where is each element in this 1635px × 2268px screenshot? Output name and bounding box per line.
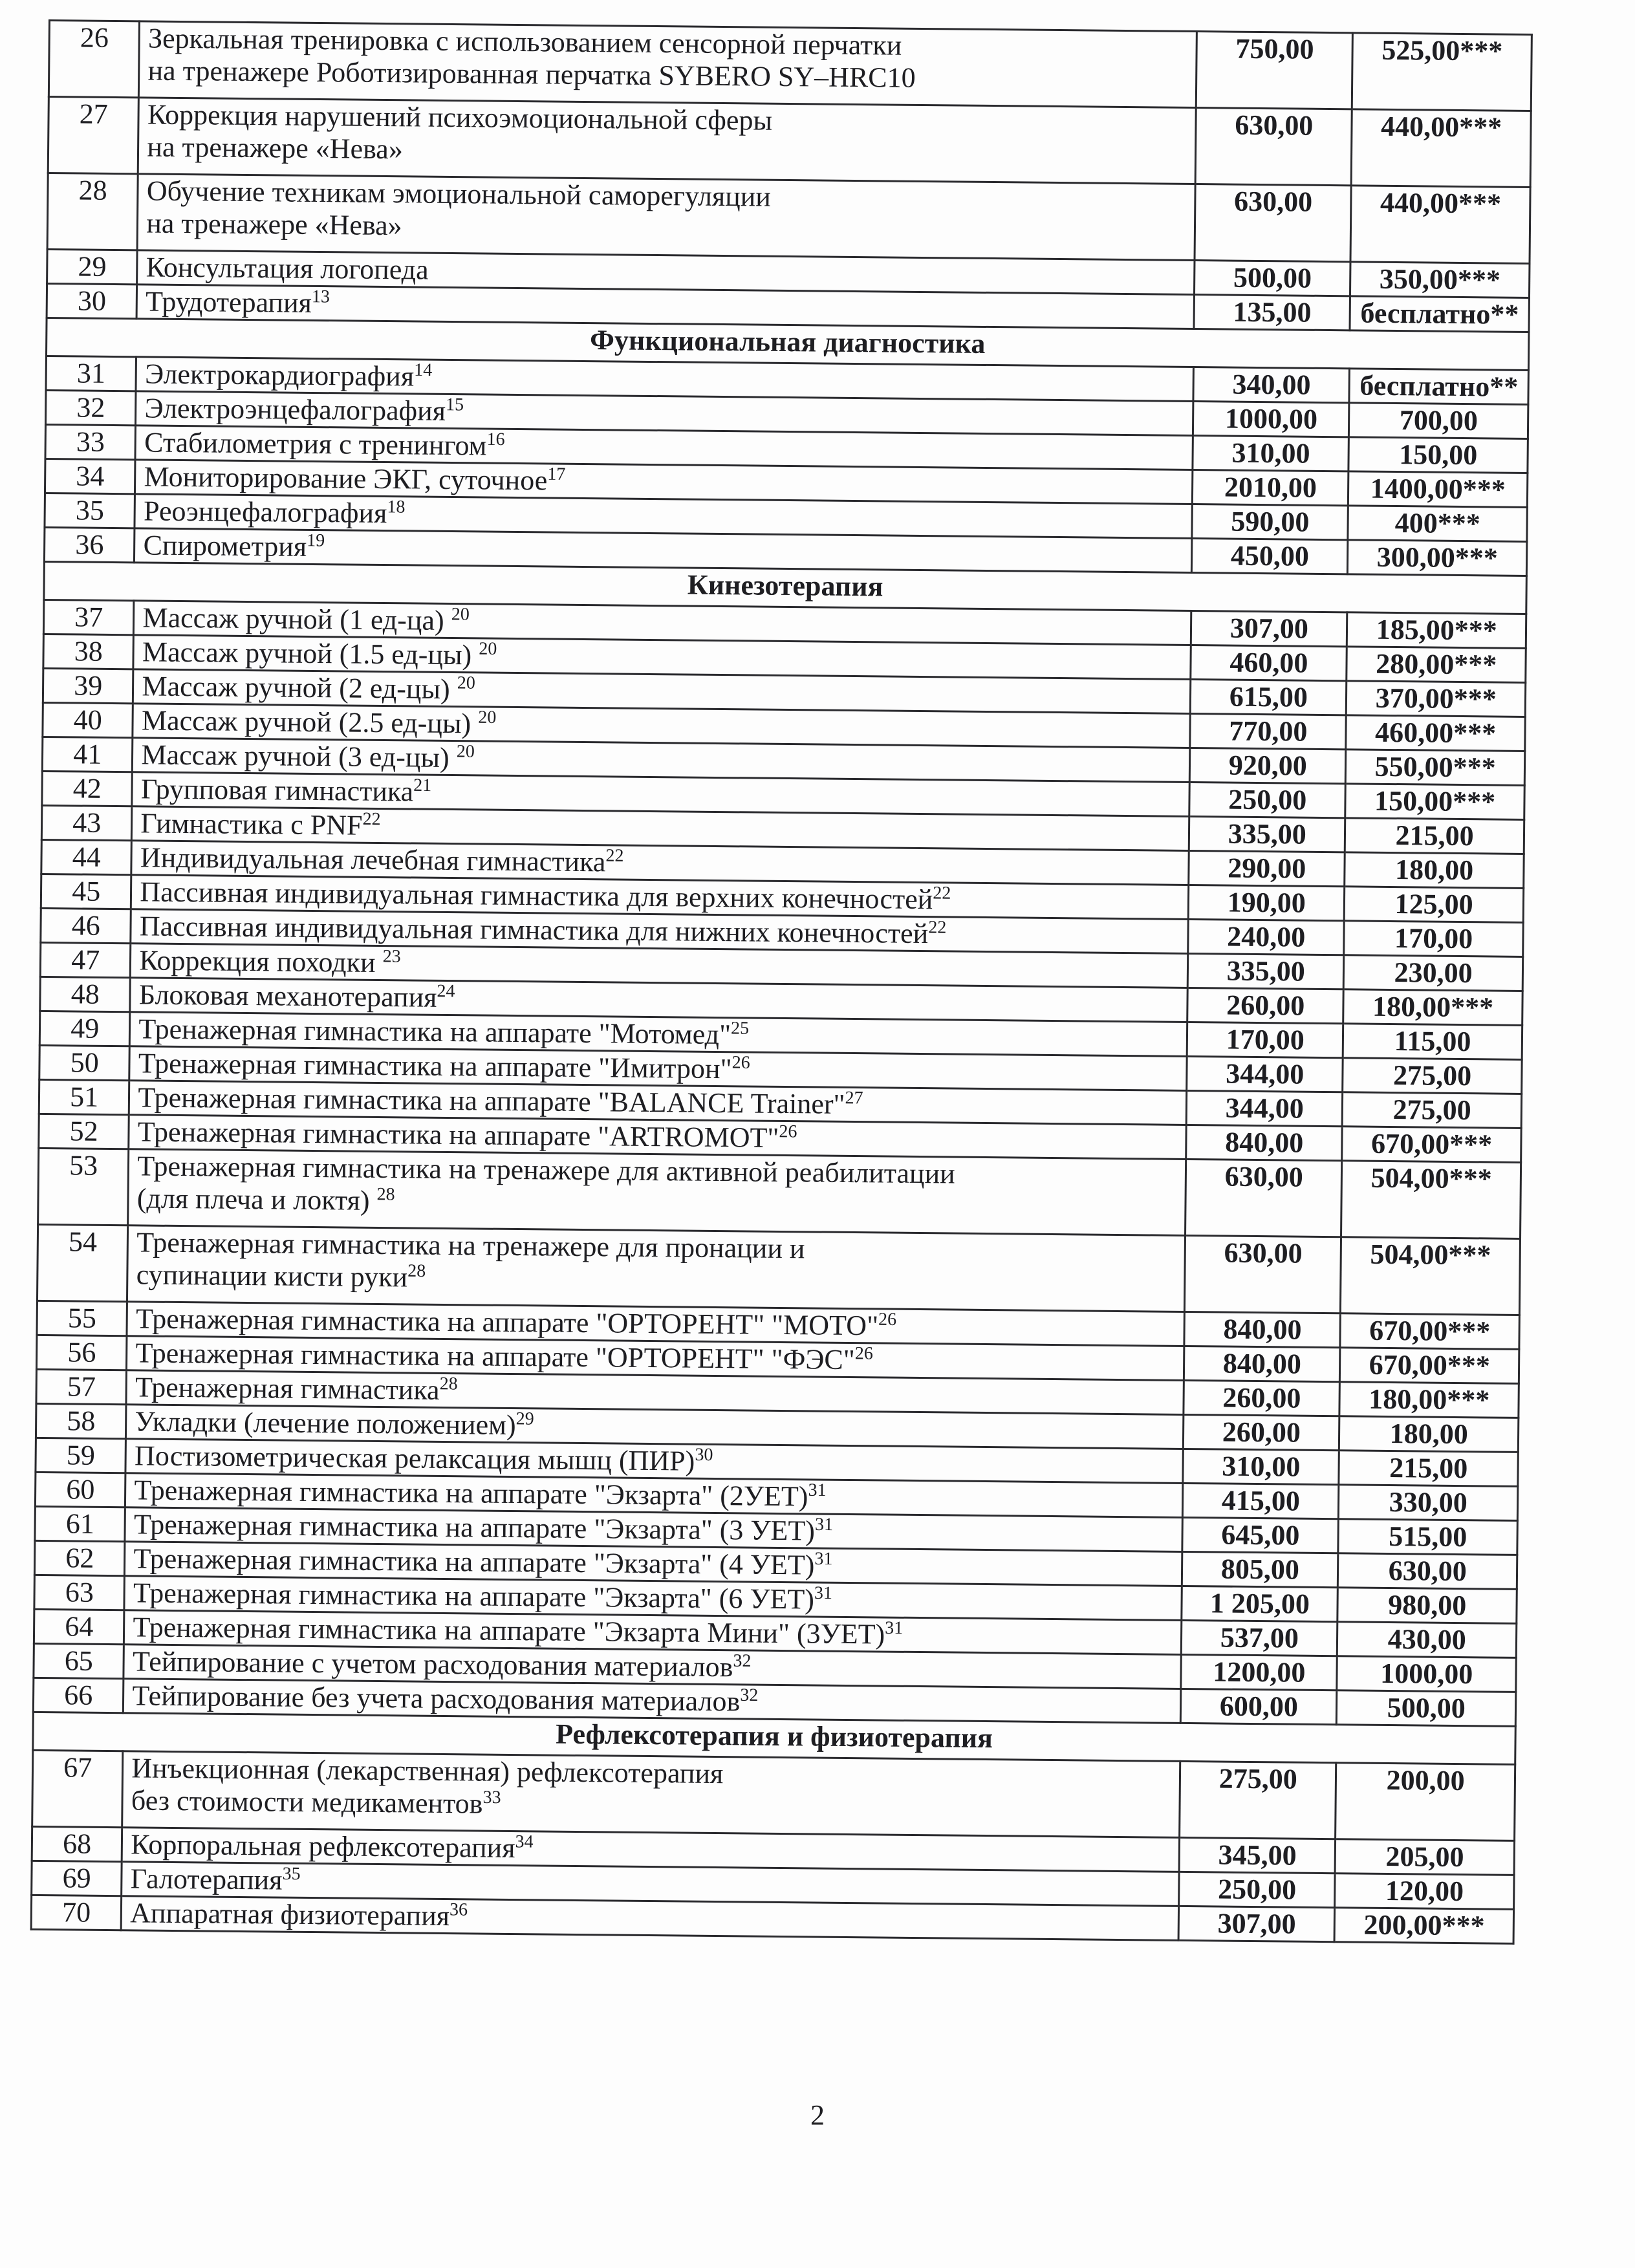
service-name-line: Корпоральная рефлексотерапия (131, 1828, 515, 1864)
row-number: 46 (41, 908, 131, 943)
service-name (137, 174, 1195, 261)
service-name-line: Зеркальная тренировка с использованием сенсорной перчатки (147, 22, 902, 61)
footnote-ref: 27 (845, 1088, 863, 1108)
price: 840,00 (1184, 1346, 1341, 1381)
discount-price: 630,00 (1338, 1553, 1517, 1590)
service-name-line: Тренажерная гимнастика на аппарате "ОРТОРЕНТ" "ФЭС" (135, 1337, 855, 1376)
price: 415,00 (1183, 1483, 1339, 1518)
service-name-line: Массаж ручной (1 ед-ца) (142, 601, 451, 637)
footnote-ref: 28 (407, 1260, 426, 1282)
discount-price: 515,00 (1338, 1519, 1517, 1555)
discount-price: 670,00*** (1340, 1348, 1519, 1384)
service-row (48, 97, 1531, 188)
discount-price: 115,00 (1343, 1024, 1522, 1060)
row-number: 56 (36, 1335, 127, 1370)
footnote-ref: 16 (486, 429, 505, 450)
service-name (122, 1751, 1180, 1838)
row-number: 37 (43, 599, 134, 634)
discount-price: 150,00 (1348, 437, 1528, 473)
discount-price: 1400,00*** (1348, 471, 1528, 508)
discount-price: 120,00 (1335, 1874, 1514, 1910)
price: 1000,00 (1193, 402, 1350, 437)
price: 135,00 (1194, 295, 1350, 330)
service-name-line: Коррекция нарушений психоэмоциональной сферы (147, 98, 773, 136)
service-name-line: Тренажерная гимнастика на аппарате "ARTROMOT" (137, 1116, 779, 1154)
row-number: 45 (41, 874, 131, 909)
service-name-line: Постизометрическая релаксация мышц (ПИР) (134, 1440, 695, 1477)
row-number: 30 (47, 283, 137, 318)
footnote-ref: 14 (414, 360, 433, 381)
service-name-line: Укладки (лечение положением) (135, 1405, 516, 1442)
discount-price: 275,00 (1343, 1058, 1522, 1094)
footnote-ref: 26 (878, 1309, 897, 1330)
price: 344,00 (1187, 1056, 1343, 1092)
discount-price: 430,00 (1337, 1622, 1517, 1658)
service-name-line: Тренажерная гимнастика на аппарате "Экзарта" (2УЕТ) (134, 1474, 808, 1513)
price: 275,00 (1180, 1761, 1336, 1839)
row-number: 43 (41, 805, 132, 840)
service-name-line: Массаж ручной (2.5 ед-цы) (141, 704, 479, 740)
footnote-ref: 21 (413, 775, 432, 796)
footnote-ref: 17 (547, 464, 566, 485)
row-number: 34 (45, 459, 135, 493)
footnote-ref: 20 (478, 707, 497, 728)
service-name-line: (для плеча и локтя) (136, 1182, 377, 1216)
discount-price: 550,00*** (1346, 750, 1525, 786)
service-name-line: Электрокардиография (144, 358, 415, 393)
service-name-line: Стабилометрия с тренингом (144, 426, 487, 462)
row-number: 33 (45, 424, 136, 459)
price: 630,00 (1195, 108, 1352, 186)
discount-price: бесплатно** (1350, 296, 1529, 332)
row-number: 67 (32, 1750, 124, 1827)
service-name-line: на тренажере Роботизированная перчатка SYBERO SY–HRC10 (147, 54, 916, 94)
row-number: 51 (39, 1079, 129, 1114)
footnote-ref: 15 (445, 394, 464, 415)
discount-price: 350,00*** (1350, 262, 1530, 298)
service-name (127, 1226, 1186, 1312)
row-number: 62 (34, 1540, 125, 1575)
price: 240,00 (1188, 919, 1345, 955)
footnote-ref: 33 (482, 1787, 501, 1808)
discount-price: 185,00*** (1347, 612, 1526, 649)
service-name-line: Тейпирование без учета расходования материалов (132, 1679, 741, 1718)
discount-price: 205,00 (1335, 1839, 1514, 1875)
row-number: 59 (36, 1438, 126, 1473)
footnote-ref: 20 (457, 673, 475, 693)
service-name-line: Коррекция походки (139, 944, 383, 979)
price: 340,00 (1193, 367, 1350, 403)
service-name (139, 21, 1197, 108)
row-number: 52 (39, 1114, 129, 1149)
discount-price: 670,00*** (1340, 1313, 1519, 1350)
price: 260,00 (1187, 988, 1344, 1023)
price: 460,00 (1191, 645, 1347, 681)
footnote-ref: 22 (928, 917, 947, 938)
price: 770,00 (1190, 713, 1347, 749)
discount-price: 440,00*** (1350, 186, 1530, 264)
row-number: 27 (48, 97, 139, 174)
service-name-line: Пассивная индивидуальная гимнастика для нижних конечностей (139, 910, 929, 950)
row-number: 50 (39, 1045, 130, 1080)
discount-price: 460,00*** (1346, 715, 1525, 751)
service-name-line: Групповая гимнастика (140, 773, 414, 808)
row-number: 63 (34, 1575, 125, 1610)
price: 537,00 (1182, 1620, 1338, 1656)
price: 345,00 (1179, 1837, 1336, 1873)
footnote-ref: 32 (740, 1685, 759, 1705)
footnote-ref: 13 (311, 286, 330, 307)
service-name-line: Массаж ручной (1.5 ед-цы) (142, 636, 479, 671)
row-number: 35 (45, 493, 135, 528)
service-name-line: Галотерапия (130, 1863, 283, 1896)
service-name-line: на тренажере «Нева» (146, 207, 402, 242)
footnote-ref: 25 (730, 1018, 750, 1039)
discount-price: 215,00 (1339, 1451, 1518, 1487)
footnote-ref: 31 (814, 1582, 833, 1604)
footnote-ref: 18 (387, 497, 406, 517)
price: 1 205,00 (1182, 1586, 1338, 1621)
footnote-ref: 31 (885, 1617, 904, 1639)
price: 600,00 (1181, 1689, 1337, 1724)
service-name-line: Тренажерная гимнастика на аппарате "Имитрон" (138, 1047, 732, 1085)
price: 630,00 (1195, 184, 1351, 262)
price: 1200,00 (1181, 1654, 1337, 1690)
discount-price: 280,00*** (1347, 647, 1526, 683)
service-name-line: Тренажерная гимнастика на тренажере для активной реабилитации (137, 1150, 955, 1190)
price: 310,00 (1183, 1449, 1339, 1484)
service-name-line: Реоэнцефалография (143, 495, 387, 530)
footnote-ref: 19 (307, 530, 325, 551)
price: 500,00 (1195, 261, 1351, 296)
service-name-line: Обучение техникам эмоциональной саморегуляции (146, 175, 772, 213)
price: 840,00 (1184, 1312, 1341, 1347)
service-name-line: Трудотерапия (145, 285, 312, 319)
row-number: 54 (37, 1224, 128, 1301)
row-number: 53 (38, 1148, 129, 1225)
discount-price: 230,00 (1344, 955, 1523, 991)
service-name-line: Тренажерная гимнастика на аппарате "BALANCE Trainer" (138, 1081, 845, 1120)
discount-price: 215,00 (1345, 818, 1524, 854)
service-name-line: Гимнастика с PNF (140, 807, 363, 841)
service-name-line: Массаж ручной (3 ед-цы) (141, 739, 457, 774)
discount-price: 440,00*** (1352, 109, 1532, 188)
row-number: 48 (40, 977, 131, 1011)
row-number: 70 (31, 1895, 122, 1930)
service-name-line: Консультация логопеда (146, 251, 429, 286)
footnote-ref: 29 (515, 1409, 534, 1429)
service-name-line: Тренажерная гимнастика на аппарате "Мотомед" (138, 1013, 731, 1051)
discount-price: 980,00 (1337, 1588, 1517, 1624)
footnote-ref: 31 (814, 1514, 834, 1535)
price: 590,00 (1192, 504, 1348, 540)
price: 750,00 (1196, 32, 1353, 109)
discount-price: 200,00 (1336, 1763, 1515, 1841)
row-number: 42 (42, 771, 133, 806)
discount-price: 400*** (1348, 506, 1527, 542)
service-name-line: на тренажере «Нева» (147, 131, 404, 166)
row-number: 41 (42, 737, 133, 772)
row-number: 58 (36, 1403, 126, 1438)
price: 250,00 (1179, 1872, 1336, 1907)
row-number: 57 (36, 1369, 127, 1404)
price: 344,00 (1186, 1090, 1343, 1126)
row-number: 36 (44, 527, 135, 562)
discount-price: 504,00*** (1341, 1237, 1521, 1315)
discount-price: 180,00*** (1339, 1382, 1519, 1418)
service-name-line: Массаж ручной (2 ед-цы) (142, 670, 457, 706)
discount-price: 700,00 (1349, 403, 1528, 439)
footnote-ref: 24 (437, 981, 455, 1002)
discount-price: 150,00*** (1345, 784, 1524, 820)
footnote-ref: 20 (479, 638, 497, 660)
footnote-ref: 26 (731, 1052, 750, 1073)
discount-price: 275,00 (1343, 1092, 1522, 1129)
footnote-ref: 31 (814, 1548, 833, 1570)
service-name-line: Аппаратная физиотерапия (130, 1897, 450, 1932)
footnote-ref: 20 (456, 741, 475, 762)
discount-price: 200,00*** (1334, 1908, 1513, 1944)
row-number: 66 (33, 1678, 124, 1712)
service-name-line: Спирометрия (143, 529, 307, 563)
row-number: 26 (49, 21, 140, 98)
service-row (49, 21, 1532, 111)
service-name-line: супинации кисти руки (136, 1258, 408, 1293)
row-number: 55 (37, 1301, 127, 1335)
price: 260,00 (1184, 1414, 1340, 1450)
row-number: 68 (32, 1826, 122, 1861)
service-name-line: Инъекционная (лекарственная) рефлексотерапия (131, 1752, 724, 1790)
price: 335,00 (1187, 953, 1344, 989)
row-number: 28 (47, 173, 138, 250)
row-number: 47 (40, 942, 131, 977)
price: 615,00 (1191, 679, 1347, 715)
service-row (37, 1224, 1520, 1315)
row-number: 64 (34, 1609, 124, 1644)
footnote-ref: 34 (515, 1831, 534, 1852)
discount-price: 500,00 (1337, 1690, 1516, 1727)
price: 840,00 (1186, 1125, 1343, 1160)
service-name-line: Тренажерная гимнастика на аппарате "Экзарта" (3 УЕТ) (133, 1508, 816, 1547)
service-name-line: Пассивная индивидуальная гимнастика для верхних конечностей (140, 876, 933, 916)
discount-price: 125,00 (1345, 887, 1524, 923)
section-title: Рефлексотерапия и физиотерапия (33, 1712, 1515, 1764)
price: 920,00 (1190, 748, 1347, 783)
service-row (47, 173, 1530, 264)
discount-price: 1000,00 (1337, 1656, 1516, 1692)
price: 190,00 (1188, 885, 1345, 920)
price: 307,00 (1191, 611, 1348, 647)
discount-price: 670,00*** (1342, 1127, 1521, 1163)
discount-price: 180,00 (1345, 852, 1524, 889)
price: 260,00 (1184, 1380, 1340, 1416)
service-name-line: Тренажерная гимнастика на тренажере для пронации и (136, 1226, 805, 1265)
footnote-ref: 22 (605, 845, 624, 866)
service-name-line: Мониторирование ЭКГ, суточное (144, 460, 548, 497)
price: 805,00 (1182, 1551, 1339, 1587)
service-row (38, 1148, 1521, 1238)
section-title: Функциональная диагностика (47, 318, 1529, 370)
service-name (128, 1149, 1186, 1236)
row-number: 31 (46, 356, 136, 391)
footnote-ref: 32 (733, 1650, 752, 1671)
price-table (30, 19, 1533, 1945)
price: 645,00 (1182, 1517, 1339, 1553)
service-name (138, 98, 1196, 184)
row-number: 40 (43, 702, 133, 737)
service-name-line: Тренажерная гимнастика (135, 1371, 440, 1406)
row-number: 49 (39, 1011, 130, 1046)
footnote-ref: 20 (451, 604, 470, 625)
row-number: 69 (32, 1861, 122, 1895)
section-title: Кинезотерапия (44, 561, 1526, 614)
price: 335,00 (1189, 816, 1346, 852)
price: 310,00 (1193, 436, 1349, 471)
service-row (32, 1750, 1515, 1841)
service-name-line: Тренажерная гимнастика на аппарате "ОРТОРЕНТ" "МОТО" (135, 1302, 879, 1342)
discount-price: 300,00*** (1348, 540, 1527, 576)
service-name-line: Тренажерная гимнастика на аппарате "Экзарта" (4 УЕТ) (133, 1542, 815, 1581)
service-name-line: Электроэнцефалография (144, 392, 446, 427)
price: 170,00 (1187, 1022, 1343, 1057)
discount-price: бесплатно** (1349, 369, 1528, 405)
service-name-line: Тренажерная гимнастика на аппарате "Экзарта" (6 УЕТ) (133, 1577, 815, 1615)
row-number: 61 (35, 1506, 125, 1541)
footnote-ref: 30 (695, 1445, 713, 1465)
footnote-ref: 23 (382, 946, 401, 967)
price: 450,00 (1192, 539, 1348, 574)
price: 630,00 (1185, 1235, 1341, 1313)
price: 290,00 (1189, 850, 1345, 886)
price-table-body (31, 21, 1532, 1944)
discount-price: 170,00 (1344, 921, 1523, 957)
service-name-line: без стоимости медикаментов (131, 1784, 483, 1820)
footnote-ref: 26 (779, 1121, 797, 1142)
footnote-ref: 35 (282, 1863, 301, 1885)
footnote-ref: 36 (449, 1899, 468, 1920)
row-number: 65 (34, 1643, 124, 1678)
footnote-ref: 22 (362, 809, 381, 830)
discount-price: 370,00*** (1347, 681, 1526, 717)
price: 630,00 (1186, 1159, 1342, 1237)
discount-price: 525,00*** (1352, 33, 1532, 111)
discount-price: 504,00*** (1341, 1161, 1521, 1239)
discount-price: 330,00 (1339, 1485, 1518, 1521)
discount-price: 180,00 (1339, 1416, 1519, 1453)
price: 307,00 (1178, 1906, 1335, 1941)
page-number: 2 (810, 2099, 825, 2131)
service-name-line: Индивидуальная лечебная гимнастика (140, 841, 606, 878)
footnote-ref: 31 (808, 1480, 827, 1500)
service-name-line: Тейпирование с учетом расходования материалов (132, 1645, 733, 1683)
service-name-line: Тренажерная гимнастика на аппарате "Экзарта Мини" (3УЕТ) (133, 1611, 885, 1650)
row-number: 44 (41, 839, 132, 874)
price: 2010,00 (1193, 470, 1349, 506)
footnote-ref: 28 (376, 1184, 395, 1205)
footnote-ref: 22 (933, 883, 951, 903)
row-number: 60 (35, 1472, 125, 1507)
row-number: 39 (43, 668, 133, 703)
row-number: 38 (43, 634, 134, 669)
row-number: 29 (47, 249, 138, 284)
price: 250,00 (1189, 782, 1346, 817)
discount-price: 180,00*** (1343, 989, 1522, 1026)
footnote-ref: 26 (854, 1343, 873, 1364)
service-name-line: Блоковая механотерапия (138, 978, 437, 1013)
row-number: 32 (45, 390, 136, 425)
footnote-ref: 28 (439, 1374, 458, 1394)
